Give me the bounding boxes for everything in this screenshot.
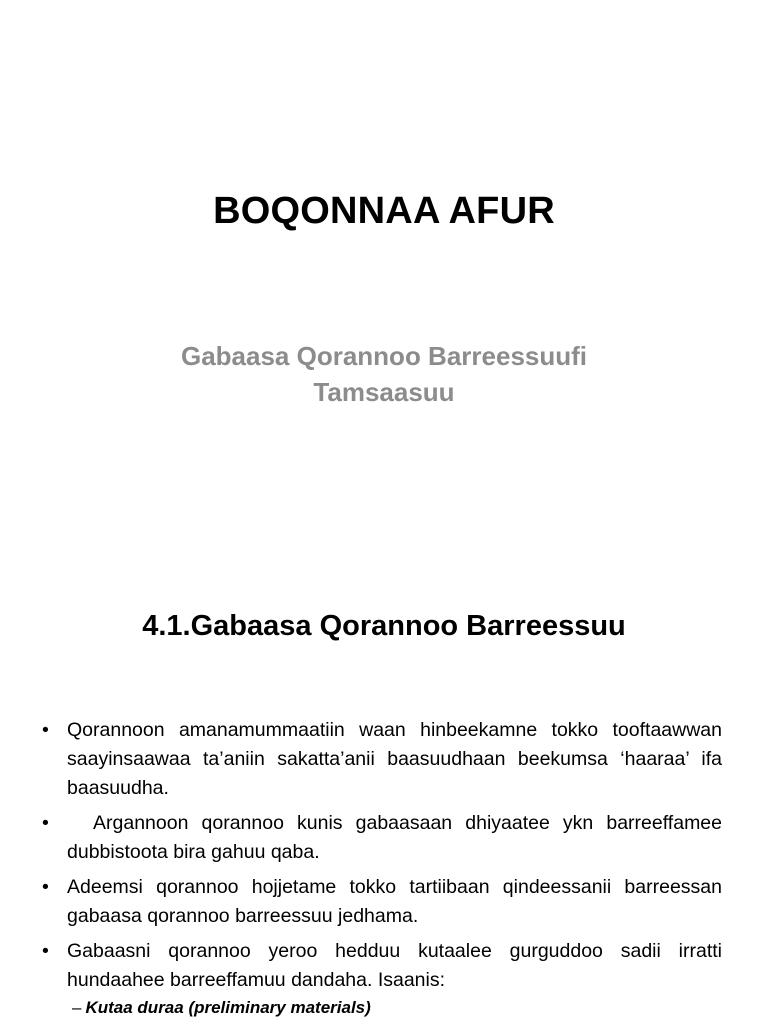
bullet-list bbox=[42, 716, 722, 1001]
sub-bullet-dash: – bbox=[72, 998, 82, 1017]
bullet-item-2 bbox=[42, 809, 722, 867]
bullet-item-4 bbox=[42, 937, 722, 995]
bullet-marker: • bbox=[42, 719, 49, 741]
bullet-text: Gabaasni qorannoo yeroo hedduu kutaalee gurguddoo sadii irratti hundaahee barreeffamuu dandaha. Isaanis: bbox=[67, 940, 722, 991]
bullet-item-1 bbox=[42, 716, 722, 803]
bullet-text: Argannoon qorannoo kunis gabaasaan dhiyaatee ykn barreeffamee dubbistoota bira gahuu qaba. bbox=[67, 812, 722, 863]
sub-bullet-text: Kutaa duraa (preliminary materials) bbox=[85, 998, 371, 1017]
bullet-text: Qorannoon amanamummaatiin waan hinbeekamne tokko tooftaawwan saayinsaawaa ta’aniin sakatta’anii baasuudhaan beekumsa ‘haaraa’ ifa baasuudha. bbox=[67, 719, 722, 799]
bullet-text: Adeemsi qorannoo hojjetame tokko tartiibaan qindeessanii barreessan gabaasa qorannoo barreessuu jedhama. bbox=[67, 876, 722, 927]
section-heading: 4.1.Gabaasa Qorannoo Barreessuu bbox=[142, 610, 626, 642]
slide-title: BOQONNAA AFUR bbox=[213, 190, 555, 232]
subtitle-line-2: Tamsaasuu bbox=[313, 377, 455, 407]
bullet-item-3 bbox=[42, 873, 722, 931]
bullet-marker: • bbox=[42, 940, 49, 962]
bullet-marker: • bbox=[42, 812, 49, 834]
slide-subtitle bbox=[100, 338, 668, 410]
bullet-marker: • bbox=[42, 876, 49, 898]
subtitle-line-1: Gabaasa Qorannoo Barreessuufi bbox=[180, 341, 588, 371]
sub-bullet-item bbox=[72, 995, 371, 1021]
